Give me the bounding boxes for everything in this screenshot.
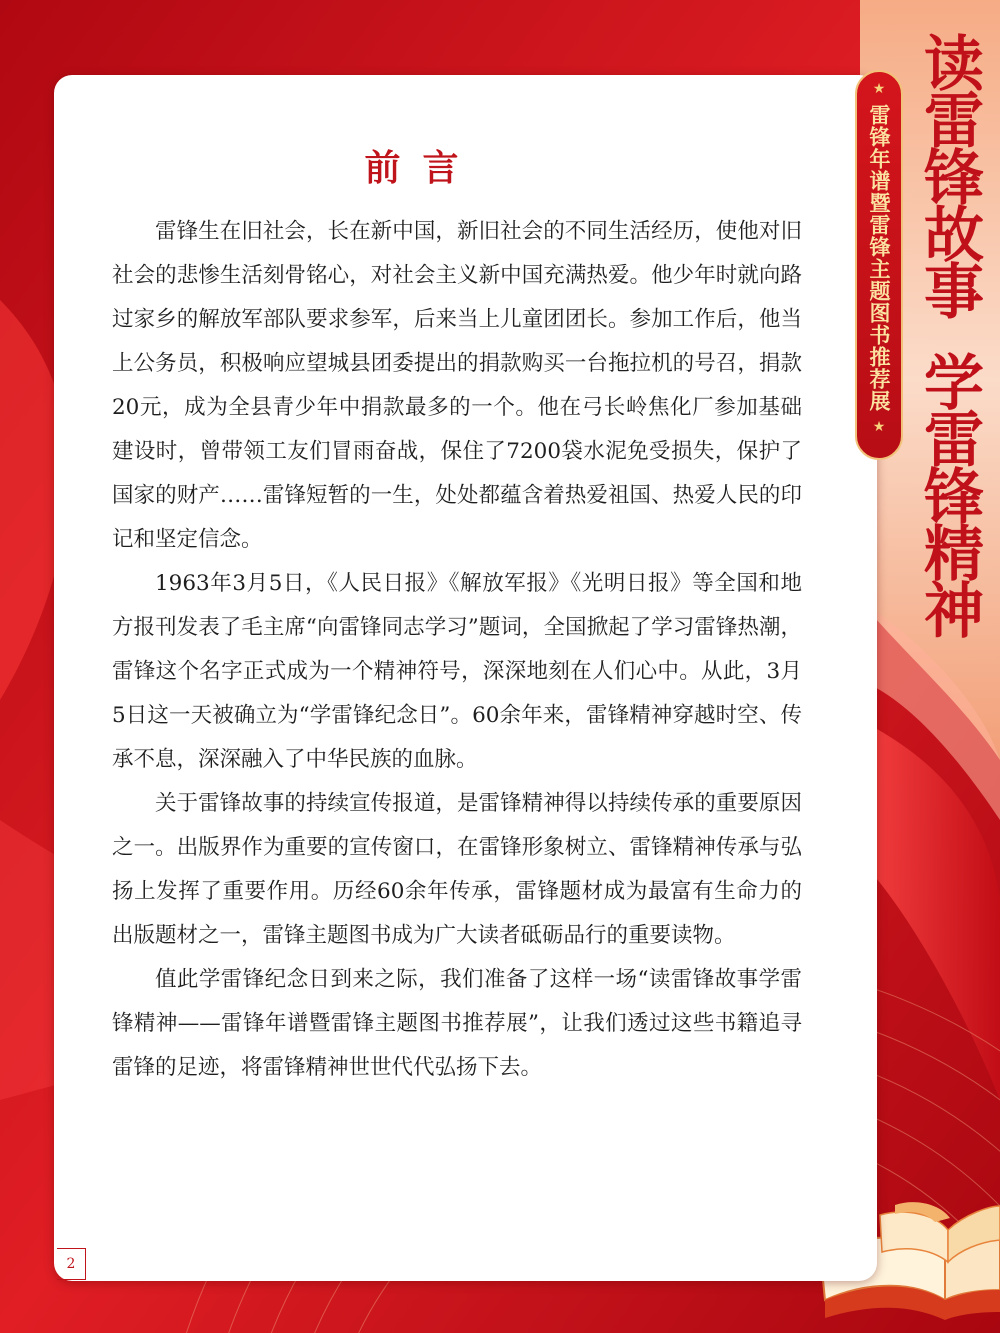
- paragraph-3: 关于雷锋故事的持续宣传报道，是雷锋精神得以持续传承的重要原因之一。出版界作为重要的宣传窗口，在雷锋形象树立、雷锋精神传承与弘扬上发挥了重要作用。历经60余年传承，雷锋题材成为最富有生命力的出版题材之一，雷锋主题图书成为广大读者砥砺品行的重要读物。: [112, 791, 802, 948]
- subtitle-text: 雷锋年谱暨雷锋主题图书推荐展: [867, 104, 891, 412]
- star-icon: ★: [872, 81, 886, 97]
- headline-vertical: [912, 32, 986, 672]
- headline-line-2: 学雷锋精神: [914, 351, 984, 636]
- paragraph-4: 值此学雷锋纪念日到来之际，我们准备了这样一场“读雷锋故事学雷锋精神——雷锋年谱暨雷锋主题图书推荐展”，让我们透过这些书籍追寻雷锋的足迹，将雷锋精神世世代代弘扬下去。: [112, 967, 802, 1080]
- subtitle-banner: [855, 70, 903, 460]
- page-number: 2: [57, 1248, 86, 1280]
- star-icon: ★: [872, 419, 886, 435]
- paragraph-2: 1963年3月5日，《人民日报》《解放军报》《光明日报》等全国和地方报刊发表了毛主席“向雷锋同志学习”题词，全国掀起了学习雷锋热潮，雷锋这个名字正式成为一个精神符号，深深地刻在人们心中。从此，3月5日这一天被确立为“学雷锋纪念日”。60余年来，雷锋精神穿越时空、传承不息，深深融入了中华民族的血脉。: [112, 571, 802, 772]
- article-body: [112, 210, 802, 1090]
- headline-line-1: 读雷锋故事: [914, 32, 984, 317]
- page-title: 前言: [364, 148, 481, 189]
- paragraph-1: 雷锋生在旧社会，长在新中国，新旧社会的不同生活经历，使他对旧社会的悲惨生活刻骨铭心，对社会主义新中国充满热爱。他少年时就向路过家乡的解放军部队要求参军，后来当上儿童团团长。参加工作后，他当上公务员，积极响应望城县团委提出的捐款购买一台拖拉机的号召，捐款20元，成为全县青少年中捐款最多的一个。他在弓长岭焦化厂参加基础建设时，曾带领工友们冒雨奋战，保住了7200袋水泥免受损失，保护了国家的财产……雷锋短暂的一生，处处都蕴含着热爱祖国、热爱人民的印记和坚定信念。: [112, 219, 802, 552]
